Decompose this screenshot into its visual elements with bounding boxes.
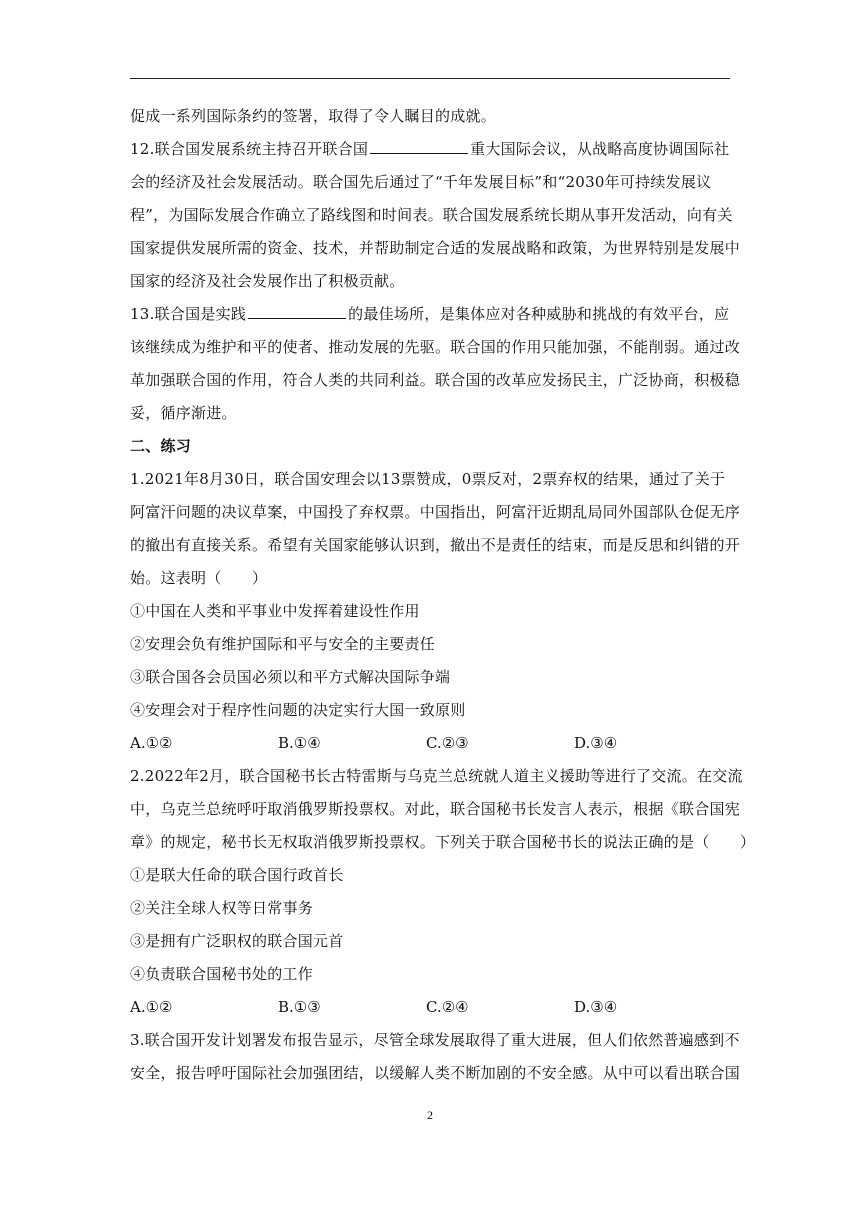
- q1-line: 的撤出有直接关系。希望有关国家能够认识到，撤出不是责任的结束，而是反思和纠错的开: [130, 536, 741, 554]
- q1-option-b[interactable]: B.①④: [278, 734, 321, 752]
- item13-text-b: 的最佳场所，是集体应对各种威胁和挑战的有效平台，应: [348, 305, 730, 323]
- item13-line4: 妥，循序渐进。: [130, 404, 237, 422]
- q2-statement: ④负责联合国秘书处的工作: [130, 965, 314, 983]
- q3-line: 3.联合国开发计划署发布报告显示，尽管全球发展取得了重大进展，但人们依然普遍感到不: [130, 1031, 740, 1049]
- q2-option-a[interactable]: A.①②: [130, 998, 173, 1016]
- item13-text-a: 13.联合国是实践: [130, 305, 247, 323]
- fill-in-blank[interactable]: [248, 301, 346, 319]
- q1-option-a[interactable]: A.①②: [130, 734, 173, 752]
- item13-line2: 该继续成为维护和平的使者、推动发展的先驱。联合国的作用只能加强，不能削弱。通过改: [130, 338, 741, 356]
- q3-line: 安全，报告呼吁国际社会加强团结，以缓解人类不断加剧的不安全感。从中可以看出联合国: [130, 1064, 741, 1082]
- item13-line1: [130, 298, 734, 331]
- q2-option-b[interactable]: B.①③: [278, 998, 321, 1016]
- q2-statement: ③是拥有广泛职权的联合国元首: [130, 932, 344, 950]
- q2-option-d[interactable]: D.③④: [574, 998, 618, 1016]
- q1-line: 1.2021年8月30日，联合国安理会以13票赞成，0票反对，2票弃权的结果，通过了关于: [130, 470, 726, 488]
- q2-statement: ①是联大任命的联合国行政首长: [130, 866, 344, 884]
- q2-option-c[interactable]: C.②④: [426, 998, 469, 1016]
- page-content: [130, 100, 756, 1090]
- header-rule: [130, 78, 730, 79]
- section-title: 二、练习: [130, 437, 192, 455]
- q1-options: [130, 727, 734, 760]
- q2-line: 章》的规定，秘书长无权取消俄罗斯投票权。下列关于联合国秘书长的说法正确的是（ ）: [130, 833, 756, 851]
- item12-text-b: 重大国际会议，从战略高度协调国际社: [470, 140, 730, 158]
- intro-line: 促成一系列国际条约的签署，取得了令人瞩目的成就。: [130, 107, 497, 125]
- q1-line: 始。这表明（ ）: [130, 569, 268, 587]
- q1-option-c[interactable]: C.②③: [426, 734, 469, 752]
- item12-line1: [130, 133, 734, 166]
- q2-options: [130, 991, 734, 1024]
- page-number: 2: [427, 1108, 433, 1122]
- item12-text-a: 12.联合国发展系统主持召开联合国: [130, 140, 369, 158]
- fill-in-blank[interactable]: [370, 136, 468, 154]
- item12-line3: 程”，为国际发展合作确立了路线图和时间表。联合国发展系统长期从事开发活动，向有关: [130, 206, 733, 224]
- item12-line5: 国家的经济及社会发展作出了积极贡献。: [130, 272, 405, 290]
- item12-line4: 国家提供发展所需的资金、技术，并帮助制定合适的发展战略和政策，为世界特别是发展中: [130, 239, 741, 257]
- q2-line: 中，乌克兰总统呼吁取消俄罗斯投票权。对此，联合国秘书长发言人表示，根据《联合国宪: [130, 800, 741, 818]
- q2-line: 2.2022年2月，联合国秘书长古特雷斯与乌克兰总统就人道主义援助等进行了交流。在交流: [130, 767, 743, 785]
- item13-line3: 革加强联合国的作用，符合人类的共同利益。联合国的改革应发扬民主，广泛协商，积极稳: [130, 371, 741, 389]
- q1-statement: ②安理会负有维护国际和平与安全的主要责任: [130, 635, 436, 653]
- q1-line: 阿富汗问题的决议草案，中国投了弃权票。中国指出，阿富汗近期乱局同外国部队仓促无序: [130, 503, 741, 521]
- q1-statement: ③联合国各会员国必须以和平方式解决国际争端: [130, 668, 451, 686]
- q1-statement: ①中国在人类和平事业中发挥着建设性作用: [130, 602, 420, 620]
- q1-option-d[interactable]: D.③④: [574, 734, 618, 752]
- item12-line2: 会的经济及社会发展活动。联合国先后通过了“千年发展目标”和“2030年可持续发展议: [130, 173, 712, 191]
- q2-statement: ②关注全球人权等日常事务: [130, 899, 314, 917]
- q1-statement: ④安理会对于程序性问题的决定实行大国一致原则: [130, 701, 466, 719]
